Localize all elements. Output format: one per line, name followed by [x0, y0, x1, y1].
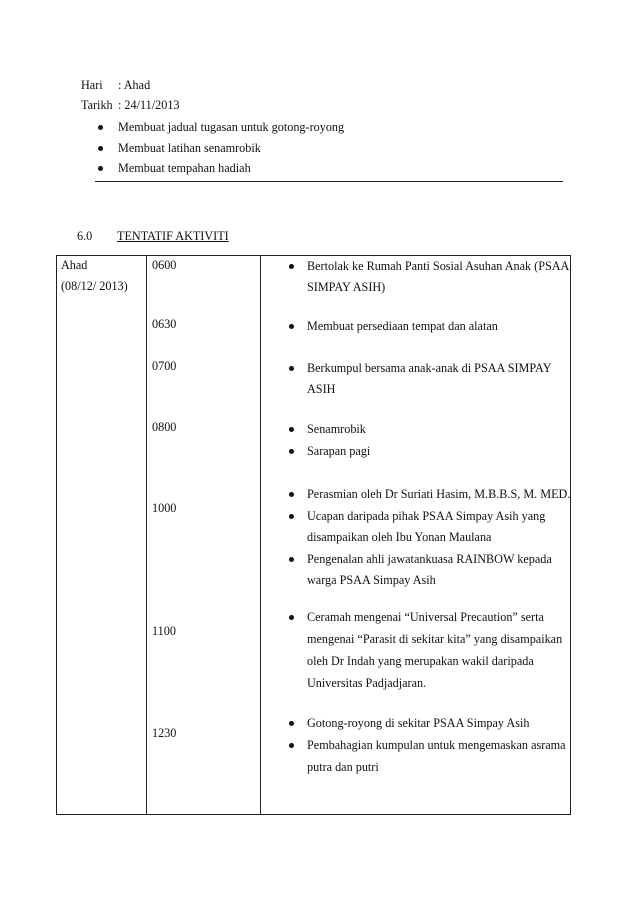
activity-text: putra dan putri: [307, 760, 379, 774]
bullet-icon: [289, 492, 294, 497]
hari-value: : Ahad: [118, 78, 151, 92]
section-title: TENTATIF AKTIVITI: [117, 229, 229, 243]
activity-text: mengenai “Parasit di sekitar kita” yang disampaikan: [307, 632, 563, 646]
table-column-divider: [260, 256, 261, 814]
bullet-icon: [98, 166, 103, 171]
bullet-icon: [289, 557, 294, 562]
schedule-time: 1100: [152, 624, 176, 638]
section-number: 6.0: [77, 229, 93, 243]
activity-text: disampaikan oleh Ibu Yonan Maulana: [307, 530, 492, 544]
schedule-time: 0800: [152, 420, 177, 434]
bullet-icon: [289, 324, 294, 329]
activity-text: warga PSAA Simpay Asih: [307, 573, 436, 587]
bullet-icon: [289, 743, 294, 748]
activity-text: Gotong-royong di sekitar PSAA Simpay Asih: [307, 716, 530, 730]
header-bullet-text: Membuat tempahan hadiah: [118, 161, 251, 175]
bullet-icon: [289, 514, 294, 519]
activity-text: Senamrobik: [307, 422, 366, 436]
activity-text: Membuat persediaan tempat dan alatan: [307, 319, 498, 333]
bullet-icon: [289, 615, 294, 620]
activity-text: Berkumpul bersama anak-anak di PSAA SIMPAY: [307, 361, 552, 375]
schedule-day: Ahad: [61, 258, 88, 272]
activity-text: Perasmian oleh Dr Suriati Hasim, M.B.B.S, M. MED.: [307, 487, 571, 501]
divider: [95, 181, 563, 182]
hari-label: Hari: [81, 78, 103, 92]
bullet-icon: [98, 125, 103, 130]
activity-text: Universitas Padjadjaran.: [307, 676, 427, 690]
bullet-icon: [289, 366, 294, 371]
activity-text: Ucapan daripada pihak PSAA Simpay Asih yang: [307, 509, 546, 523]
header-bullet-text: Membuat jadual tugasan untuk gotong-royong: [118, 120, 345, 134]
schedule-time: 0630: [152, 317, 177, 331]
activity-text: Sarapan pagi: [307, 444, 371, 458]
schedule-time: 1000: [152, 501, 177, 515]
bullet-icon: [289, 449, 294, 454]
bullet-icon: [98, 146, 103, 151]
schedule-time: 1230: [152, 726, 177, 740]
activity-text: SIMPAY ASIH): [307, 280, 386, 294]
activity-text: Pengenalan ahli jawatankuasa RAINBOW kepada: [307, 552, 552, 566]
activity-text: Ceramah mengenai “Universal Precaution” serta: [307, 610, 544, 624]
bullet-icon: [289, 721, 294, 726]
tarikh-value: : 24/11/2013: [118, 98, 180, 112]
activity-text: ASIH: [307, 382, 336, 396]
table-column-divider: [146, 256, 147, 814]
schedule-time: 0600: [152, 258, 177, 272]
activity-text: oleh Dr Indah yang merupakan wakil daripada: [307, 654, 534, 668]
bullet-icon: [289, 264, 294, 269]
bullet-icon: [289, 427, 294, 432]
activity-text: Pembahagian kumpulan untuk mengemaskan asrama: [307, 738, 566, 752]
activity-text: Bertolak ke Rumah Panti Sosial Asuhan Anak (PSAA: [307, 259, 570, 273]
tarikh-label: Tarikh: [81, 98, 113, 112]
header-bullet-text: Membuat latihan senamrobik: [118, 141, 261, 155]
schedule-date: (08/12/ 2013): [61, 279, 128, 293]
schedule-time: 0700: [152, 359, 177, 373]
